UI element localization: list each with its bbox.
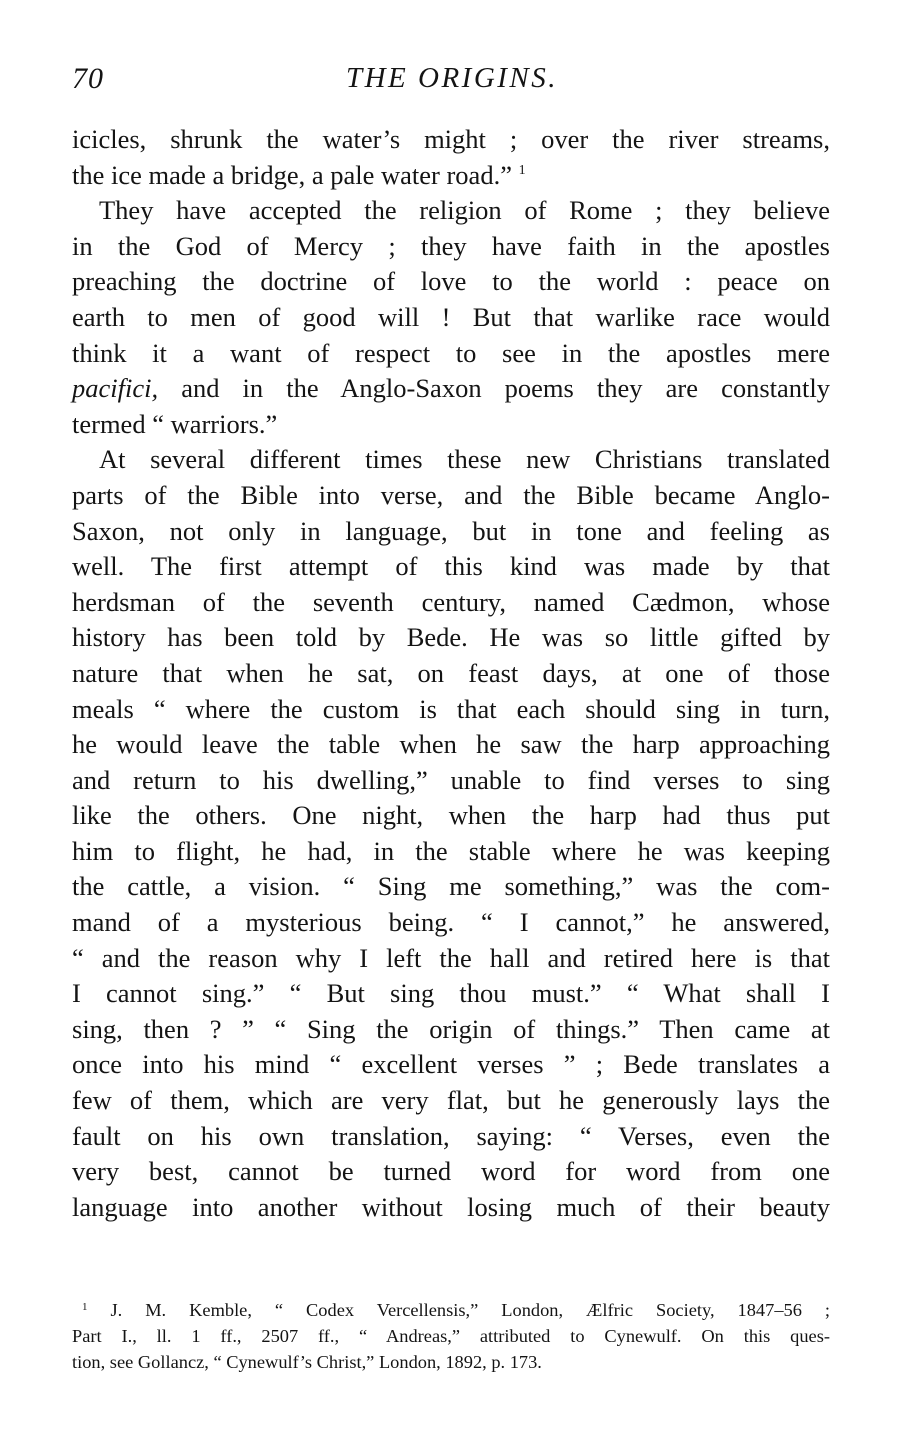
- text-line: he would leave the table when he saw the harp approaching: [72, 729, 830, 760]
- text-line: sing, then ? ” “ Sing the origin of things.” Then came at: [72, 1013, 830, 1044]
- page-number: 70: [72, 62, 104, 95]
- text-line: in the God of Mercy ; they have faith in the apostles: [72, 230, 830, 261]
- footnote-line: Part I., ll. 1 ff., 2507 ff., “ Andreas,” attributed to Cynewulf. On this ques-: [72, 1326, 830, 1346]
- text-line: history has been told by Bede. He was so little gifted by: [72, 622, 830, 653]
- text-line: few of them, which are very flat, but he generously lays the: [72, 1085, 830, 1116]
- text-line: earth to men of good will ! But that warlike race would: [72, 301, 830, 332]
- paragraph-first-line: At several different times these new Christians translated: [99, 444, 830, 475]
- text-line: mand of a mysterious being. “ I cannot,” he answered,: [72, 907, 830, 938]
- text-line: “ and the reason why I left the hall and retired here is that: [72, 942, 830, 973]
- text-line: think it a want of respect to see in the apostles mere: [72, 337, 830, 368]
- text-line: parts of the Bible into verse, and the Bible became Anglo-: [72, 479, 830, 510]
- body-text: [72, 122, 830, 1225]
- text-line-content: the ice made a bridge, a pale water road.”: [72, 159, 512, 190]
- text-line: [72, 371, 830, 407]
- footnote-line-content: J. M. Kemble, “ Codex Vercellensis,” London, Ælfric Society, 1847–56 ;: [110, 1300, 830, 1320]
- text-line: language into another without losing much of their beauty: [72, 1191, 830, 1222]
- text-line: very best, cannot be turned word for word from one: [72, 1156, 830, 1187]
- footnote-mark: 1: [82, 1301, 88, 1313]
- text-line: preaching the doctrine of love to the world : peace on: [72, 266, 830, 297]
- italic-word: pacifici,: [72, 373, 159, 404]
- footnote-line: tion, see Gollancz, “ Cynewulf’s Christ,” London, 1892, p. 173.: [72, 1352, 542, 1372]
- footnote-reference: 1: [518, 162, 526, 178]
- running-head: [72, 62, 832, 102]
- footnote: [72, 1297, 830, 1375]
- text-line: termed “ warriors.”: [72, 408, 278, 439]
- text-line: and return to his dwelling,” unable to find verses to sing: [72, 764, 830, 795]
- text-line-content: and in the Anglo-Saxon poems they are constantly: [181, 373, 831, 404]
- text-line: fault on his own translation, saying: “ Verses, even the: [72, 1120, 830, 1151]
- text-line: him to flight, he had, in the stable where he was keeping: [72, 835, 830, 866]
- text-line: meals “ where the custom is that each should sing in turn,: [72, 693, 830, 724]
- text-line: the cattle, a vision. “ Sing me something,” was the com-: [72, 871, 830, 902]
- text-line: nature that when he sat, on feast days, at one of those: [72, 657, 830, 688]
- text-line: [72, 158, 830, 194]
- text-line: well. The first attempt of this kind was made by that: [72, 551, 830, 582]
- paragraph-first-line: They have accepted the religion of Rome ; they believe: [99, 195, 830, 226]
- text-line: once into his mind “ excellent verses ” ; Bede translates a: [72, 1049, 830, 1080]
- running-title: THE ORIGINS.: [345, 62, 559, 94]
- text-line: Saxon, not only in language, but in tone and feeling as: [72, 515, 830, 546]
- text-line: icicles, shrunk the water’s might ; over the river streams,: [72, 124, 830, 154]
- footnote-line: [72, 1297, 830, 1323]
- text-line: like the others. One night, when the harp had thus put: [72, 800, 830, 831]
- text-line: I cannot sing.” “ But sing thou must.” “ What shall I: [72, 978, 830, 1009]
- text-line: herdsman of the seventh century, named Cædmon, whose: [72, 586, 830, 617]
